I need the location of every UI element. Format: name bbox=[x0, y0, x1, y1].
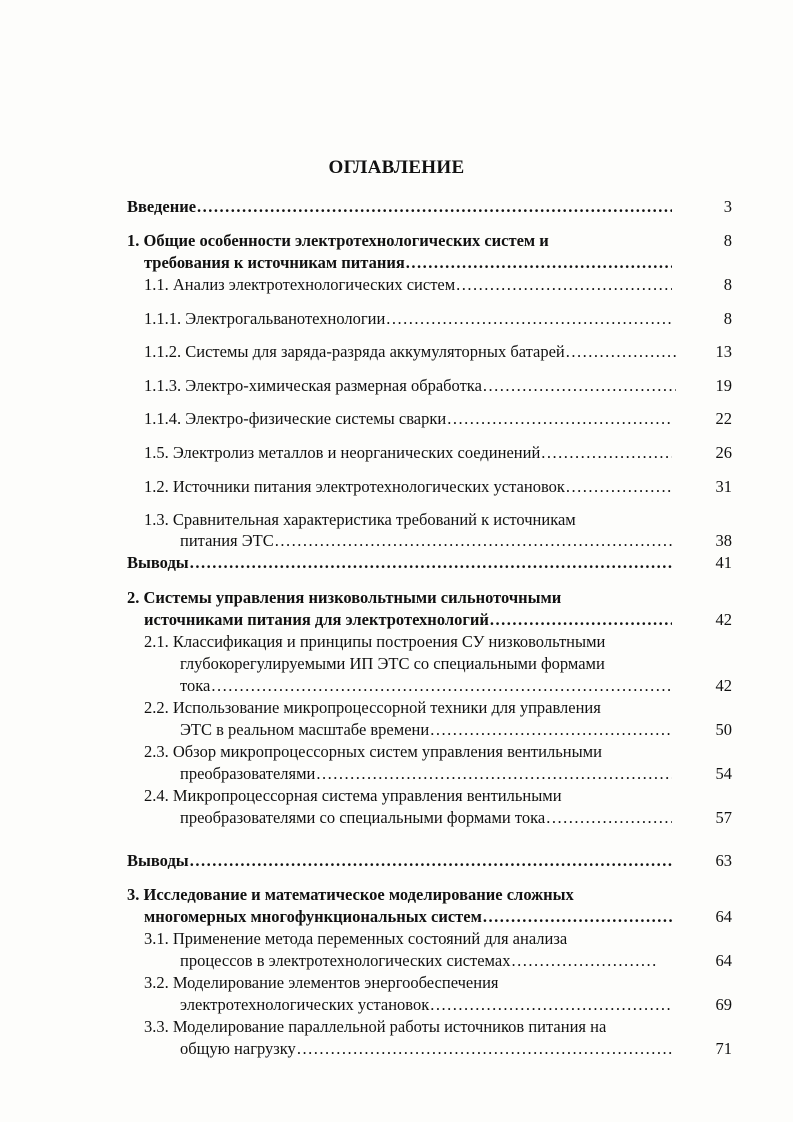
toc-entry-1-2[interactable] bbox=[144, 476, 672, 498]
toc-entry-2-4[interactable] bbox=[144, 785, 562, 807]
toc-entry-3-1-cont[interactable] bbox=[180, 950, 658, 972]
toc-entry-label: 1.3. Сравнительная характеристика требований к источникам bbox=[144, 510, 576, 529]
toc-entry-1-3-cont[interactable] bbox=[180, 530, 672, 552]
toc-entry-label: 1.1.2. Системы для заряда-разряда аккумуляторных батарей bbox=[144, 342, 565, 361]
toc-entry-label: 2.3. Обзор микропроцессорных систем управления вентильными bbox=[144, 742, 602, 761]
toc-entry-3-2[interactable] bbox=[144, 972, 498, 994]
toc-entry-label: 3.2. Моделирование элементов энергообеспечения bbox=[144, 973, 499, 992]
toc-page-number: 8 bbox=[723, 309, 732, 328]
toc-entry-label: 2.4. Микропроцессорная система управления вентильными bbox=[144, 786, 562, 805]
page-title: ОГЛАВЛЕНИЕ bbox=[328, 157, 465, 178]
toc-page-number: 57 bbox=[715, 808, 732, 827]
toc-entry-label: 1.1.1. Электрогальванотехнологии bbox=[144, 309, 386, 328]
toc-page-number: 22 bbox=[715, 409, 732, 428]
toc-entry-1-1-3[interactable] bbox=[144, 375, 676, 397]
toc-entry-label: 2.1. Классификация и принципы построения СУ низковольтными bbox=[144, 632, 606, 651]
toc-entry-label: питания ЭТС bbox=[180, 531, 274, 550]
toc-page-number: 8 bbox=[723, 275, 732, 294]
toc-entry-label: требования к источникам питания bbox=[144, 253, 405, 272]
toc-entry-label: 3. Исследование и математическое моделирование сложных bbox=[127, 885, 574, 904]
toc-entry-3-1[interactable] bbox=[144, 928, 567, 950]
toc-entry-label: многомерных многофункциональных систем bbox=[144, 907, 482, 926]
toc-page-number: 69 bbox=[715, 995, 732, 1014]
toc-entry-2-3[interactable] bbox=[144, 741, 602, 763]
toc-entry-2-2[interactable] bbox=[144, 697, 601, 719]
toc-entry-label: 2. Системы управления низковольтными сильноточными bbox=[127, 588, 562, 607]
toc-page-number: 64 bbox=[715, 907, 732, 926]
toc-page-number: 13 bbox=[715, 342, 732, 361]
toc-entry-label: 3.1. Применение метода переменных состояний для анализа bbox=[144, 929, 568, 948]
toc-entry-2-1-cont[interactable] bbox=[180, 653, 605, 675]
toc-entry-label: источниками питания для электротехнологий bbox=[144, 610, 489, 629]
toc-entry-2-3-cont[interactable] bbox=[180, 763, 672, 785]
toc-entry-chapter-3-cont[interactable] bbox=[144, 906, 672, 928]
toc-entry-1-1-2[interactable] bbox=[144, 341, 676, 363]
toc-entry-chapter-2[interactable] bbox=[127, 587, 561, 609]
toc-entry-label: ЭТС в реальном масштабе времени bbox=[180, 720, 430, 739]
toc-entry-1-5[interactable] bbox=[144, 442, 672, 464]
toc-entry-label: электротехнологических установок bbox=[180, 995, 430, 1014]
toc-entry-chapter-3[interactable] bbox=[127, 884, 574, 906]
toc-entry-label: Введение bbox=[127, 197, 197, 216]
toc-entry-conclusions-2[interactable] bbox=[127, 850, 672, 872]
toc-page-number: 71 bbox=[715, 1039, 732, 1058]
toc-page-number: 26 bbox=[715, 443, 732, 462]
toc-entry-label: 1.1.3. Электро-химическая размерная обработка bbox=[144, 376, 482, 395]
toc-entry-conclusions-1[interactable] bbox=[127, 552, 672, 574]
toc-entry-2-2-cont[interactable] bbox=[180, 719, 672, 741]
toc-entry-label: 1. Общие особенности электротехнологических систем и bbox=[127, 231, 549, 250]
toc-entry-label: 1.5. Электролиз металлов и неорганических соединений bbox=[144, 443, 541, 462]
toc-page-number: 54 bbox=[715, 764, 732, 783]
toc-page-number: 31 bbox=[715, 477, 732, 496]
toc-entry-label: 1.1.4. Электро-физические системы сварки bbox=[144, 409, 447, 428]
toc-entry-label: 2.2. Использование микропроцессорной техники для управления bbox=[144, 698, 601, 717]
toc-entry-label: тока bbox=[180, 676, 211, 695]
toc-page-number: 42 bbox=[715, 610, 732, 629]
toc-entry-1-1-4[interactable] bbox=[144, 408, 672, 430]
toc-entry-label: Выводы bbox=[127, 851, 189, 870]
toc-entry-3-3-cont[interactable] bbox=[180, 1038, 672, 1060]
toc-entry-1-3[interactable] bbox=[144, 509, 576, 531]
toc-entry-3-2-cont[interactable] bbox=[180, 994, 672, 1016]
toc-entry-label: 1.2. Источники питания электротехнологических установок bbox=[144, 477, 565, 496]
toc-entry-chapter-2-cont[interactable] bbox=[144, 609, 672, 631]
toc-page-number: 50 bbox=[715, 720, 732, 739]
toc-entry-label: Выводы bbox=[127, 553, 189, 572]
toc-entry-label: глубокорегулируемыми ИП ЭТС со специальными формами bbox=[180, 654, 605, 673]
toc-page-number: 3 bbox=[723, 197, 732, 216]
toc-entry-1-1-1[interactable] bbox=[144, 308, 672, 330]
toc-entry-label: преобразователями bbox=[180, 764, 316, 783]
toc-entry-label: процессов в электротехнологических системах bbox=[180, 951, 511, 970]
toc-entry-label: общую нагрузку bbox=[180, 1039, 296, 1058]
toc-page-number: 19 bbox=[715, 376, 732, 395]
toc-entry-1-1[interactable] bbox=[144, 274, 672, 296]
toc-entry-3-3[interactable] bbox=[144, 1016, 606, 1038]
toc-page-number: 38 bbox=[715, 531, 732, 550]
toc-page-number: 64 bbox=[715, 951, 732, 970]
toc-page-number: 63 bbox=[715, 851, 732, 870]
toc-entry-2-4-cont[interactable] bbox=[180, 807, 672, 829]
toc-entry-label: 3.3. Моделирование параллельной работы источников питания на bbox=[144, 1017, 607, 1036]
toc-entry-2-1[interactable] bbox=[144, 631, 605, 653]
toc-entry-chapter-1[interactable] bbox=[127, 230, 549, 252]
toc-page-number: 42 bbox=[715, 676, 732, 695]
toc-page-number: 41 bbox=[715, 553, 732, 572]
toc-entry-introduction[interactable] bbox=[127, 196, 672, 218]
toc-entry-chapter-1-cont[interactable] bbox=[144, 252, 672, 274]
toc-page-number: 8 bbox=[723, 231, 732, 250]
toc-entry-label: 1.1. Анализ электротехнологических систем bbox=[144, 275, 456, 294]
toc-entry-label: преобразователями со специальными формами тока bbox=[180, 808, 546, 827]
toc-entry-2-1-cont2[interactable] bbox=[180, 675, 672, 697]
